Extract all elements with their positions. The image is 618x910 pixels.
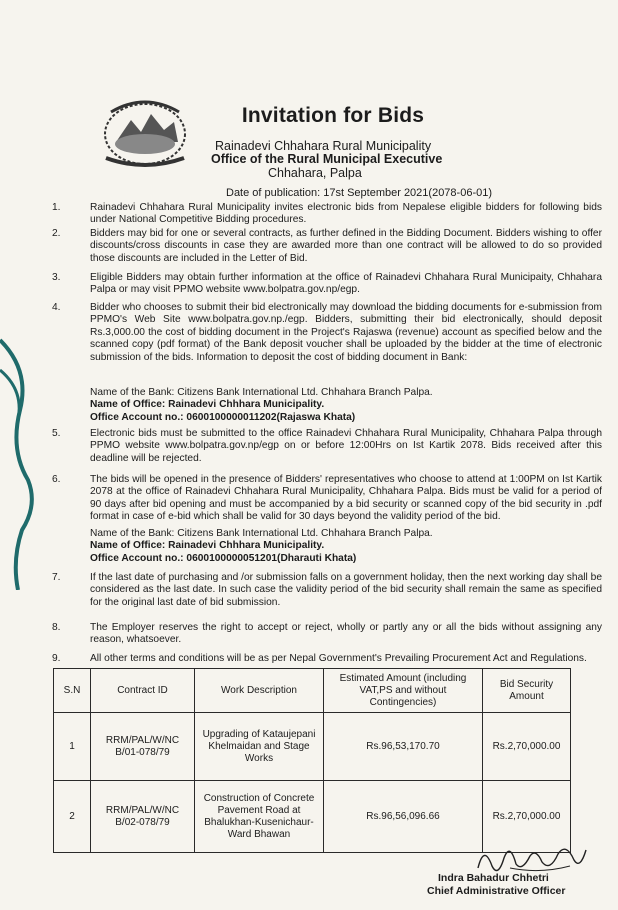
office-name: Office of the Rural Municipal Executive	[211, 152, 443, 166]
cell-sn: 1	[54, 713, 91, 781]
list-item: 6. The bids will be opened in the presence of Bidders' representatives who choose to attend at 1:00PM on Ist Kartik 2078 at the office of Rainadevi Chhahara Rural Municipality, Chhahara Palpa. Bids must be valid for a period of 90 days after bid opening and must be accompanied by a bid security or scanned copy of the bid security in .pdf format in case of e-bid which shall be valid for 30 days beyond the validity period of the bid.	[52, 474, 602, 523]
org-name: Rainadevi Chhahara Rural Municipality	[215, 139, 432, 153]
publication-date: Date of publication: 17st September 2021(2078-06-01)	[226, 187, 493, 199]
list-item: 8. The Employer reserves the right to accept or reject, wholly or partly any or all the bids without assigning any reason, whatsoever.	[52, 622, 602, 646]
cell-bid-security: Rs.2,70,000.00	[483, 781, 571, 853]
table-header-row	[54, 669, 571, 713]
table-row	[54, 713, 571, 781]
header-contract-id: Contract ID	[91, 669, 195, 713]
page-title: Invitation for Bids	[241, 104, 425, 127]
header-bid-security: Bid Security Amount	[483, 669, 571, 713]
list-item: 3. Eligible Bidders may obtain further information at the office of Rainadevi Chhahara Rural Municipaity, Chhahara Palpa or may visit PPMO website www.bolpatra.gov.np/egp.	[52, 272, 602, 296]
list-item: 5. Electronic bids must be submitted to the office Rainadevi Chhahara Rural Municipality, Chhahara Palpa through PPMO website www.bolpatra.gov.np/egp on or before 12:00Hrs on Ist Kartik 2078. Bids received after this deadline will be rejected.	[52, 428, 602, 464]
header-estimated-amount: Estimated Amount (including VAT,PS and without Contingencies)	[324, 669, 483, 713]
bank-info-revenue: Name of the Bank: Citizens Bank International Ltd. Chhahara Branch Palpa. Name of Office: Rainadevi Chhhara Municipality. Office Account no.: 0600100000011202(Rajaswa Khata)	[90, 387, 433, 423]
cell-bid-security: Rs.2,70,000.00	[483, 713, 571, 781]
list-item: 9. All other terms and conditions will be as per Nepal Government's Prevailing Procurement Act and Regulations.	[52, 653, 587, 664]
cell-contract-id: RRM/PAL/W/NC B/01-078/79	[91, 713, 195, 781]
header-sn: S.N	[54, 669, 91, 713]
list-item: 2. Bidders may bid for one or several contracts, as further defined in the Bidding Document. Bidders wishing to offer discounts/cross discounts in case they are awarded more than one contract will be allowed to do so provided those discounts are included in the Letter of Bid.	[52, 228, 602, 264]
list-item: 1. Rainadevi Chhahara Rural Municipality invites electronic bids from Nepalese eligible bidders for following bids under National Competitive Bidding procedures.	[52, 202, 602, 226]
list-item: 7. If the last date of purchasing and /or submission falls on a government holiday, then the next working day shall be considered as the last date. In such case the validity period of the bid security shall remain the same as specified for the original last date of bid submission.	[52, 572, 602, 608]
cell-work-description: Construction of Concrete Pavement Road at Bhalukhan-Kusenichaur-Ward Bhawan	[195, 781, 324, 853]
signatory-title: Chief Administrative Officer	[427, 885, 566, 897]
cell-estimated-amount: Rs.96,53,170.70	[324, 713, 483, 781]
bids-table	[53, 668, 571, 853]
thread-decoration	[0, 330, 40, 590]
header-work-description: Work Description	[195, 669, 324, 713]
cell-contract-id: RRM/PAL/W/NC B/02-078/79	[91, 781, 195, 853]
bank-info-deposit: Name of the Bank: Citizens Bank International Ltd. Chhahara Branch Palpa. Name of Office: Rainadevi Chhhara Municipality. Office Account no.: 0600100000051201(Dharauti Khata)	[90, 528, 433, 564]
office-location: Chhahara, Palpa	[268, 166, 362, 180]
signatory-name: Indra Bahadur Chhetri	[438, 872, 549, 884]
cell-work-description: Upgrading of Kataujepani Khelmaidan and Stage Works	[195, 713, 324, 781]
cell-sn: 2	[54, 781, 91, 853]
cell-estimated-amount: Rs.96,56,096.66	[324, 781, 483, 853]
list-item: 4. Bidder who chooses to submit their bid electronically may download the bidding documents for e-submission from PPMO's Web Site www.bolpatra.gov.np./egp. Bidders, submitting their bid electronically, should deposit Rs.3,000.00 the cost of bidding document in the Project's Rajaswa (revenue) account as specified below and the scanned copy (pdf format) of the Bank deposit voucher shall be uploaded by the bidder at the time of electronic submission of the bids. Information to deposit the cost of bidding document in Bank:	[52, 302, 602, 363]
